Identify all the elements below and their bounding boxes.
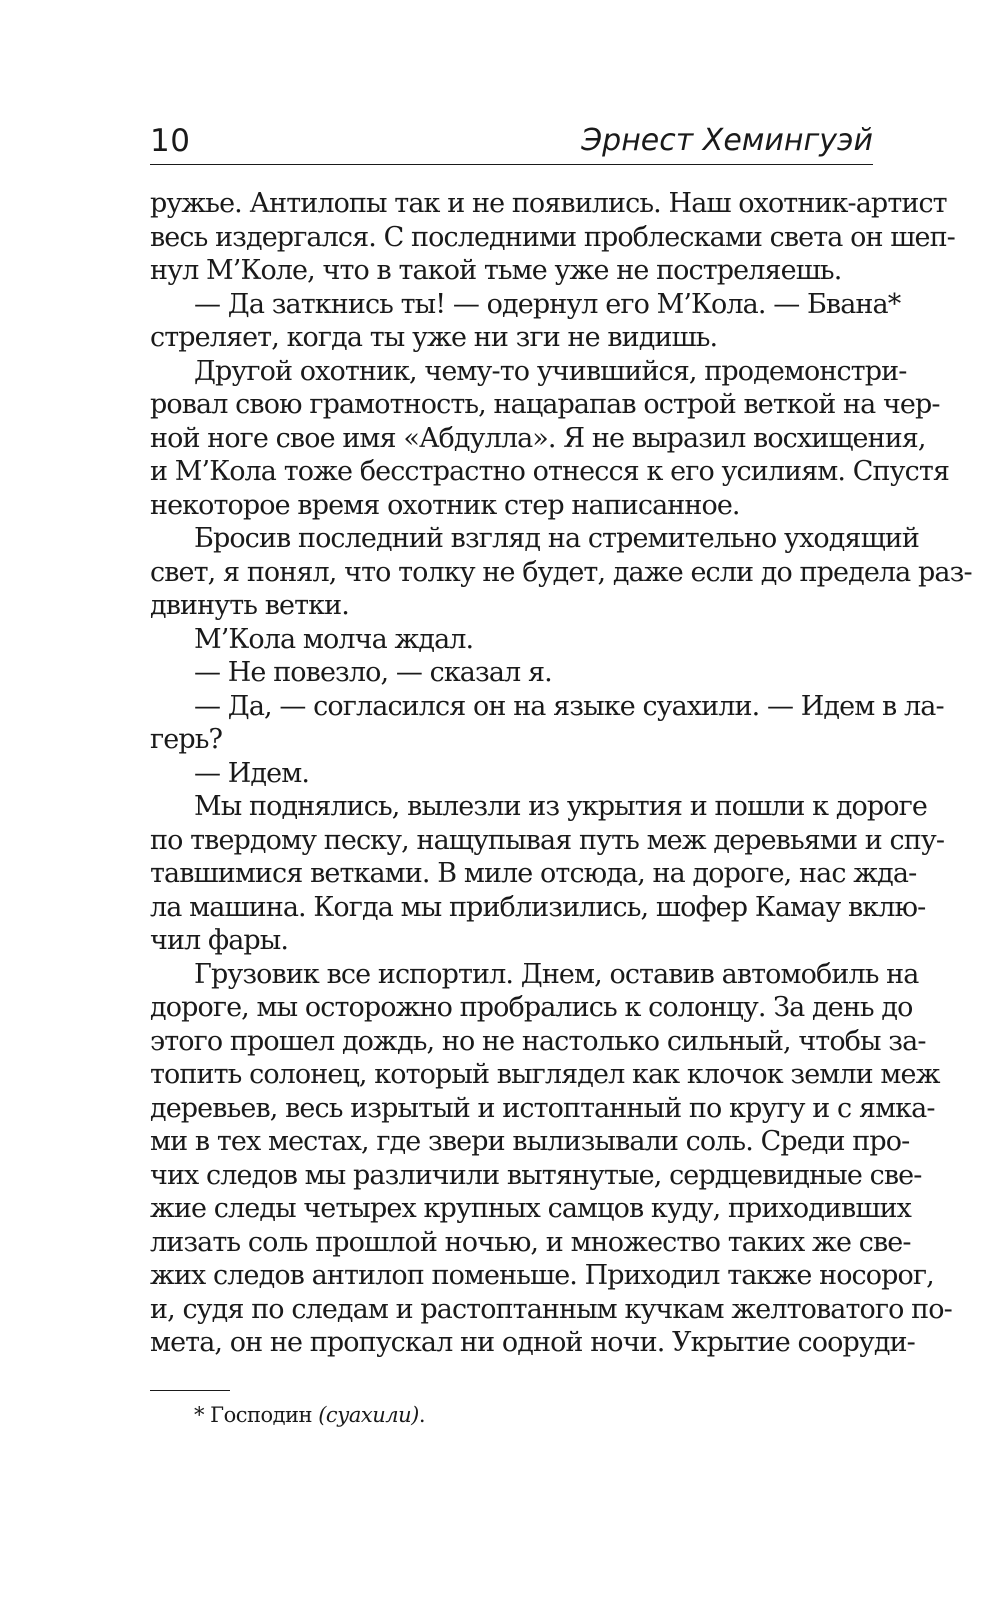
text-line: стреляет, когда ты уже ни зги не видишь. [150, 322, 718, 353]
paragraph [150, 187, 955, 288]
text-line: ной ноге свое имя «Абдулла». Я не выразил восхищения, [150, 422, 926, 454]
text-line: — Не повезло, — сказал я. [194, 657, 552, 688]
text-line: этого прошел дождь, но не настолько сильный, чтобы за- [150, 1025, 926, 1057]
paragraph [150, 790, 945, 958]
footnote-rule [150, 1390, 230, 1391]
text-line: Грузовик все испортил. Днем, оставив автомобиль на [194, 958, 919, 990]
book-page [150, 118, 972, 1428]
text-line: чих следов мы различили вытянутые, сердцевидные све- [150, 1159, 922, 1191]
text-line: тавшимися ветками. В миле отсюда, на дороге, нас жда- [150, 858, 917, 889]
text-line: Другой охотник, чему-то учившийся, продемонстри- [194, 355, 907, 387]
paragraph [150, 623, 873, 657]
paragraph [150, 656, 873, 690]
text-line: дороге, мы осторожно пробрались к солонцу. За день до [150, 992, 913, 1023]
text-line: — Да, — согласился он на языке суахили. — Идем в ла- [194, 690, 944, 722]
text-line: лизать соль прошлой ночью, и множество таких же све- [150, 1226, 911, 1258]
body-text [150, 187, 972, 1360]
paragraph [150, 288, 901, 355]
text-line: некоторое время охотник стер написанное. [150, 489, 740, 521]
text-line: чил фары. [150, 925, 289, 956]
page-header [150, 118, 873, 165]
text-line: весь издергался. С последними проблесками света он шеп- [150, 221, 955, 253]
text-line: и М’Кола тоже бесстрастно отнесся к его усилиям. Спустя [150, 456, 949, 487]
text-line: ла машина. Когда мы приблизились, шофер Камау вклю- [150, 891, 926, 923]
footnote-end: . [418, 1402, 426, 1427]
text-line: топить солонец, который выглядел как клочок земли меж [150, 1059, 940, 1090]
text-line: — Идем. [194, 757, 310, 789]
text-line: жих следов антилоп поменьше. Приходил также носорог, [150, 1260, 934, 1291]
text-line: ми в тех местах, где звери вылизывали соль. Среди про- [150, 1126, 910, 1157]
paragraph [150, 958, 952, 1360]
text-line: — Да заткнись ты! — одернул его М’Кола. — Бвана* [194, 288, 901, 320]
paragraph [150, 690, 944, 757]
paragraph [150, 522, 972, 623]
footnote-marker: * Господин [194, 1402, 319, 1427]
text-line: мета, он не пропускал ни одной ночи. Укрытие сооруди- [150, 1327, 915, 1358]
text-line: по твердому песку, нащупывая путь меж деревьями и спу- [150, 824, 945, 856]
text-line: ружье. Антилопы так и не появились. Наш охотник-артист [150, 188, 947, 219]
text-line: деревьев, весь изрытый и истоптанный по кругу и с ямка- [150, 1092, 935, 1124]
text-line: Бросив последний взгляд на стремительно уходящий [194, 523, 919, 554]
text-line: Мы поднялись, вылезли из укрытия и пошли к дороге [194, 791, 927, 822]
running-title: Эрнест Хемингуэй [581, 123, 873, 158]
text-line: свет, я понял, что толку не будет, даже если до предела раз- [150, 556, 972, 588]
text-line: и, судя по следам и растоптанным кучкам желтоватого по- [150, 1293, 952, 1325]
text-line: герь? [150, 724, 223, 755]
page-number: 10 [150, 123, 191, 159]
text-line: ровал свою грамотность, нацарапав острой веткой на чер- [150, 389, 940, 420]
text-line: двинуть ветки. [150, 590, 349, 621]
text-line: М’Кола молча ждал. [194, 623, 474, 655]
paragraph [150, 757, 873, 791]
text-line: жие следы четырех крупных самцов куду, приходивших [150, 1193, 911, 1224]
footnote [150, 1402, 873, 1428]
paragraph [150, 355, 949, 523]
text-line: нул М’Коле, что в такой тьме уже не постреляешь. [150, 255, 842, 286]
footnote-gloss: (суахили) [318, 1402, 419, 1427]
